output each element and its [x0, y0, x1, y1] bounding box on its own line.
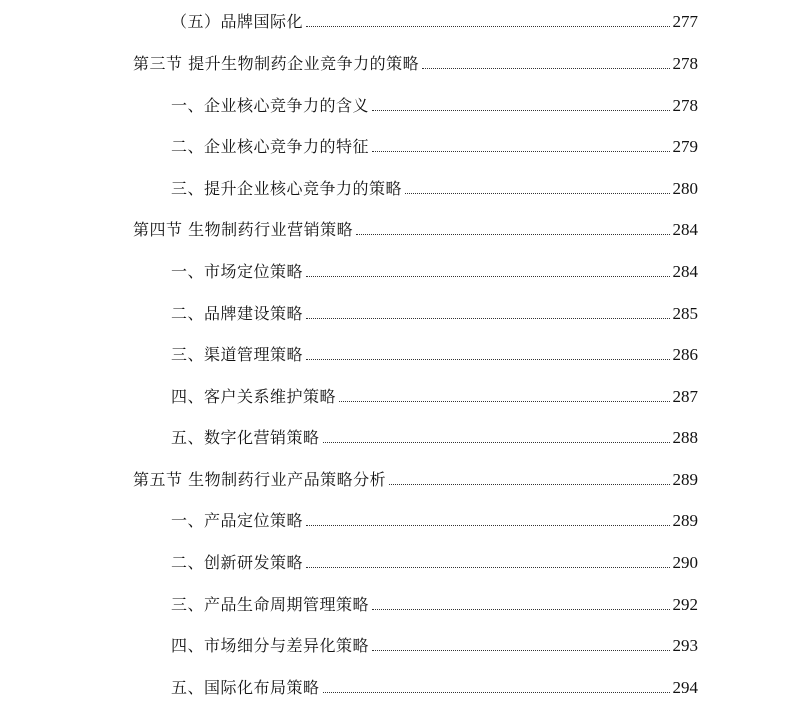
toc-entry-label: （五）品牌国际化 [171, 12, 304, 31]
toc-entry-label: 第三节 提升生物制药企业竞争力的策略 [133, 54, 420, 73]
dot-leader [372, 650, 669, 651]
toc-entry[interactable] [171, 418, 698, 448]
toc-entry-label: 五、国际化布局策略 [171, 678, 320, 697]
toc-entry-label: 二、创新研发策略 [171, 553, 304, 572]
toc-page-number: 278 [672, 96, 698, 115]
toc-entry-label: 第四节 生物制药行业营销策略 [133, 220, 354, 239]
toc-entry[interactable] [171, 377, 698, 407]
dot-leader [306, 525, 669, 526]
dot-leader [306, 26, 669, 27]
toc-entry[interactable] [171, 2, 698, 32]
toc-entry[interactable] [171, 294, 698, 324]
toc-entry[interactable] [171, 86, 698, 116]
toc-entry-label: 第五节 生物制药行业产品策略分析 [133, 470, 387, 489]
toc-page-number: 286 [672, 345, 698, 364]
dot-leader [306, 276, 669, 277]
toc-entry[interactable] [171, 668, 698, 698]
toc-entry[interactable] [171, 335, 698, 365]
toc-entry-label: 二、品牌建设策略 [171, 304, 304, 323]
toc-page-number: 278 [672, 54, 698, 73]
toc-entry-label: 一、产品定位策略 [171, 511, 304, 530]
toc-entry-label: 三、渠道管理策略 [171, 345, 304, 364]
toc-entry-label: 三、产品生命周期管理策略 [171, 595, 370, 614]
toc-page-number: 285 [672, 304, 698, 323]
toc-entry[interactable] [171, 169, 698, 199]
toc-page-number: 289 [672, 511, 698, 530]
toc-entry[interactable] [171, 501, 698, 531]
dot-leader [422, 68, 669, 69]
toc-entry-label: 四、客户关系维护策略 [171, 387, 337, 406]
toc-page-number: 277 [672, 12, 698, 31]
toc-entry-label: 四、市场细分与差异化策略 [171, 636, 370, 655]
toc-page-number: 292 [672, 595, 698, 614]
dot-leader [356, 234, 669, 235]
toc-entry[interactable] [133, 460, 698, 490]
toc-entry-label: 三、提升企业核心竞争力的策略 [171, 179, 403, 198]
toc-page-number: 284 [672, 220, 698, 239]
toc-page-number: 280 [672, 179, 698, 198]
dot-leader [323, 442, 670, 443]
toc-entry[interactable] [133, 44, 698, 74]
dot-leader [323, 692, 670, 693]
dot-leader [372, 110, 669, 111]
dot-leader [372, 151, 669, 152]
toc-entry[interactable] [133, 210, 698, 240]
toc-entry-label: 五、数字化营销策略 [171, 428, 320, 447]
dot-leader [372, 609, 669, 610]
toc-page-number: 279 [672, 137, 698, 156]
dot-leader [389, 484, 669, 485]
toc-entry[interactable] [171, 127, 698, 157]
toc-page-number: 293 [672, 636, 698, 655]
toc-page-number: 287 [672, 387, 698, 406]
dot-leader [339, 401, 669, 402]
toc-page-number: 288 [672, 428, 698, 447]
toc-entry[interactable] [171, 252, 698, 282]
toc-entry[interactable] [171, 626, 698, 656]
dot-leader [306, 318, 669, 319]
toc-page-number: 290 [672, 553, 698, 572]
toc-entry-label: 二、企业核心竞争力的特征 [171, 137, 370, 156]
dot-leader [306, 567, 669, 568]
dot-leader [306, 359, 669, 360]
toc-entry[interactable] [171, 543, 698, 573]
toc-page-number: 284 [672, 262, 698, 281]
toc-entry-label: 一、企业核心竞争力的含义 [171, 96, 370, 115]
dot-leader [405, 193, 669, 194]
toc-entry-label: 一、市场定位策略 [171, 262, 304, 281]
toc-page-number: 294 [672, 678, 698, 697]
toc-page-number: 289 [672, 470, 698, 489]
toc-entry[interactable] [171, 585, 698, 615]
